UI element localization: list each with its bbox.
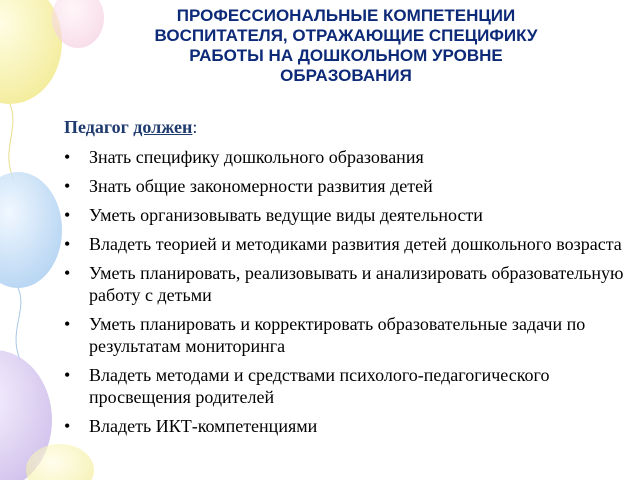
bullet-icon: • <box>64 314 71 334</box>
list-item-text: Владеть ИКТ-компетенциями <box>89 416 318 436</box>
list-item <box>64 146 624 168</box>
intro-underlined-word: должен <box>133 117 193 137</box>
bullet-icon: • <box>64 205 71 225</box>
intro-suffix: : <box>192 117 198 137</box>
list-item-text: Уметь планировать и корректировать образовательные задачи по результатам мониторинга <box>89 314 586 356</box>
competency-list <box>64 146 624 444</box>
intro-line <box>64 116 197 138</box>
list-item-text: Уметь планировать, реализовывать и анализировать образовательную работу с детьми <box>89 263 624 305</box>
list-item-text: Владеть методами и средствами психолого-педагогического просвещения родителей <box>89 365 550 407</box>
list-item <box>64 415 624 437</box>
list-item-text: Знать общие закономерности развития детей <box>89 176 433 196</box>
list-item <box>64 233 624 255</box>
bullet-icon: • <box>64 416 71 436</box>
list-item-text: Знать специфику дошкольного образования <box>89 147 424 167</box>
bullet-icon: • <box>64 263 71 283</box>
list-item <box>64 262 624 306</box>
list-item <box>64 313 624 357</box>
slide-title: ПРОФЕССИОНАЛЬНЫЕ КОМПЕТЕНЦИИ ВОСПИТАТЕЛЯ, ОТРАЖАЮЩИЕ СПЕЦИФИКУ РАБОТЫ НА ДОШКОЛЬНОМ УРОВНЕ ОБРАЗОВАНИЯ <box>154 6 538 85</box>
list-item <box>64 204 624 226</box>
list-item <box>64 175 624 197</box>
bullet-icon: • <box>64 234 71 254</box>
bullet-icon: • <box>64 176 71 196</box>
list-item <box>64 364 624 408</box>
intro-prefix: Педагог <box>64 117 134 137</box>
list-item-text: Уметь организовывать ведущие виды деятельности <box>89 205 483 225</box>
bullet-icon: • <box>64 147 71 167</box>
bullet-icon: • <box>64 365 71 385</box>
list-item-text: Владеть теорией и методиками развития детей дошкольного возраста <box>89 234 622 254</box>
